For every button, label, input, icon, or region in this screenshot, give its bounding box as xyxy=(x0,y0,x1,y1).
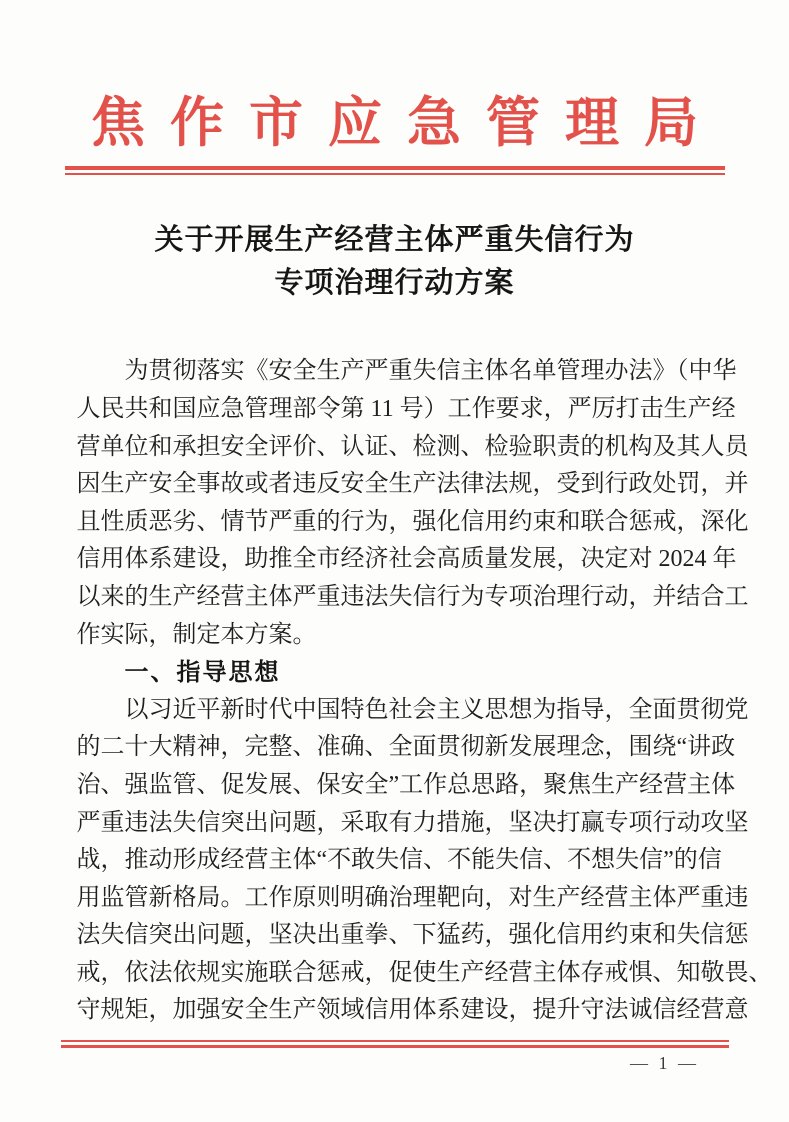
page-number: — 1 — xyxy=(630,1053,699,1073)
agency-name: 焦作市应急管理局 xyxy=(91,93,723,153)
body-line: 以习近平新时代中国特色社会主义思想为指导，全面贯彻党 xyxy=(124,696,749,723)
body-line: 守规矩，加强安全生产领域信用体系建设，提升守法诚信经营意 xyxy=(76,997,749,1024)
body-line: 营单位和承担安全评价、认证、检测、检验职责的机构及其人员 xyxy=(76,433,749,460)
page-footer xyxy=(0,1040,789,1074)
body-line: 以来的生产经营主体严重违法失信行为专项治理行动，并结合工 xyxy=(76,583,749,610)
body-line: 信用体系建设，助推全市经济社会高质量发展，决定对 2024 年 xyxy=(76,546,737,573)
body-line: 戒，依法依规实施联合惩戒，促使生产经营主体存戒惧、知敬畏、 xyxy=(76,959,773,986)
footer-divider-thick-line xyxy=(61,1045,729,1048)
document-title-line2: 专项治理行动方案 xyxy=(274,267,515,300)
header-divider xyxy=(65,166,725,175)
body-line: 治、强监管、促发展、保安全”工作总思路，聚焦生产经营主体 xyxy=(76,771,736,798)
header-divider-thin-line xyxy=(65,173,725,175)
body-line: 因生产安全事故或者违反安全生产法律法规，受到行政处罚，并 xyxy=(76,471,749,498)
section-heading-guiding-ideology: 一、指导思想 xyxy=(124,659,281,687)
body-line: 严重违法失信突出问题，采取有力措施，坚决打赢专项行动攻坚 xyxy=(76,809,749,836)
body-line: 为贯彻落实《安全生产严重失信主体名单管理办法》（中华 xyxy=(124,358,737,385)
body-line: 且性质恶劣、情节严重的行为，强化信用约束和联合惩戒，深化 xyxy=(76,508,749,535)
document-title xyxy=(0,219,789,305)
document-body xyxy=(76,353,773,1030)
body-line: 人民共和国应急管理部令第 11 号）工作要求，严厉打击生产经 xyxy=(76,395,736,422)
body-line: 法失信突出问题，坚决出重拳、下猛药，强化信用约束和失信惩 xyxy=(76,922,749,949)
body-line: 作实际，制定本方案。 xyxy=(76,621,317,648)
footer-divider xyxy=(61,1040,729,1048)
document-title-line1: 关于开展生产经营主体严重失信行为 xyxy=(154,224,635,257)
body-line: 战，推动形成经营主体“不敢失信、不能失信、不想失信”的信 xyxy=(76,847,722,874)
body-line: 用监管新格局。工作原则明确治理靶向，对生产经营主体严重违 xyxy=(76,884,749,911)
body-line: 的二十大精神，完整、准确、全面贯彻新发展理念，围绕“讲政 xyxy=(76,734,736,761)
